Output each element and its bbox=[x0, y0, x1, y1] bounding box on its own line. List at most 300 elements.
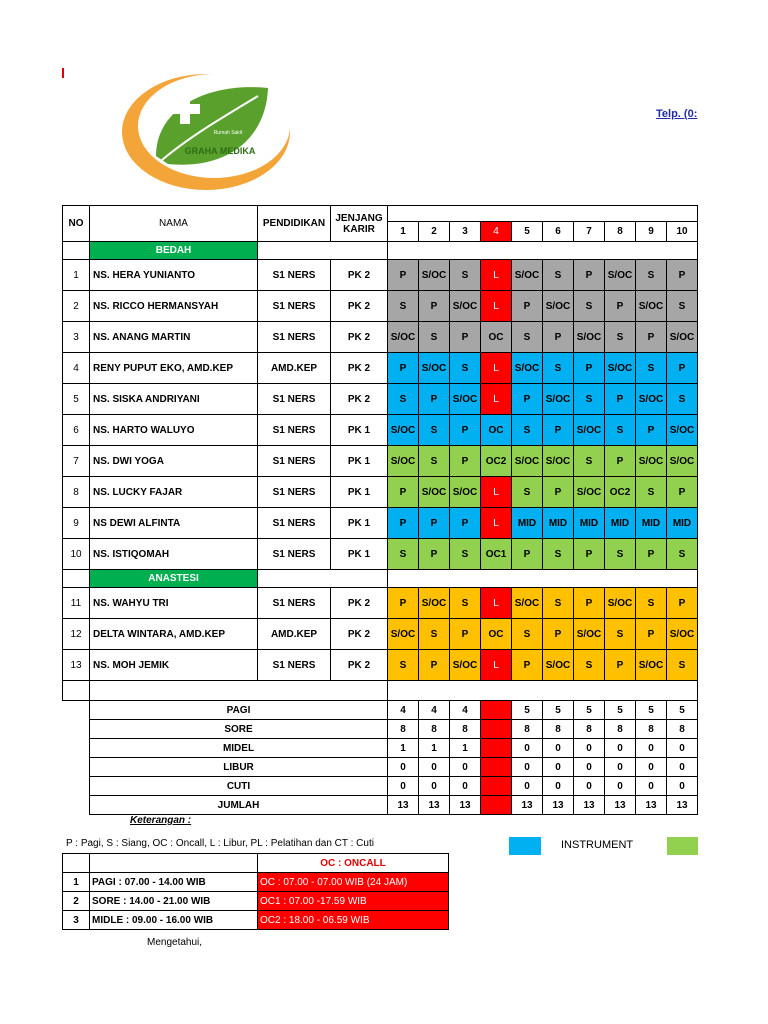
legend-instrument-swatch bbox=[509, 837, 541, 855]
shift-cell: L bbox=[481, 508, 512, 539]
red-mark bbox=[62, 68, 64, 78]
summary-value: 0 bbox=[512, 739, 543, 758]
row-jenjang: PK 2 bbox=[331, 260, 388, 291]
row-no: 12 bbox=[63, 619, 90, 650]
keterangan-title: Keterangan : bbox=[130, 815, 192, 826]
row-jenjang: PK 2 bbox=[331, 353, 388, 384]
cell bbox=[388, 681, 698, 701]
shift-cell: S bbox=[388, 650, 419, 681]
shift-cell: S/OC bbox=[667, 446, 698, 477]
oncall-table bbox=[62, 853, 449, 930]
summary-row bbox=[63, 739, 698, 758]
shift-cell: S bbox=[450, 539, 481, 570]
shift-cell: S/OC bbox=[419, 353, 450, 384]
shift-cell: S/OC bbox=[667, 322, 698, 353]
shift-cell: S/OC bbox=[605, 588, 636, 619]
shift-cell: OC1 bbox=[481, 539, 512, 570]
summary-value: 0 bbox=[605, 777, 636, 796]
row-no: 1 bbox=[63, 260, 90, 291]
summary-row bbox=[63, 796, 698, 815]
shift-cell: OC bbox=[481, 322, 512, 353]
row-pendidikan: S1 NERS bbox=[258, 384, 331, 415]
row-nama: NS. HARTO WALUYO bbox=[90, 415, 258, 446]
shift-cell: S bbox=[605, 415, 636, 446]
day-header: 4 bbox=[481, 222, 512, 242]
row-pendidikan: S1 NERS bbox=[258, 477, 331, 508]
cell bbox=[63, 758, 90, 777]
shift-cell: S bbox=[388, 384, 419, 415]
shift-cell: S/OC bbox=[419, 588, 450, 619]
day-header: 7 bbox=[574, 222, 605, 242]
row-jenjang: PK 1 bbox=[331, 539, 388, 570]
staff-row bbox=[63, 260, 698, 291]
summary-row bbox=[63, 701, 698, 720]
shift-cell: S/OC bbox=[636, 291, 667, 322]
shift-cell: MID bbox=[512, 508, 543, 539]
shift-cell: S/OC bbox=[574, 619, 605, 650]
shift-cell: P bbox=[636, 539, 667, 570]
cell bbox=[258, 570, 388, 588]
shift-cell: S/OC bbox=[574, 415, 605, 446]
shift-cell: S bbox=[667, 650, 698, 681]
shift-cell: S/OC bbox=[574, 322, 605, 353]
summary-value: 0 bbox=[605, 739, 636, 758]
shift-cell: S/OC bbox=[388, 415, 419, 446]
staff-row bbox=[63, 291, 698, 322]
shift-cell: L bbox=[481, 291, 512, 322]
summary-value: 0 bbox=[512, 758, 543, 777]
summary-value: 8 bbox=[667, 720, 698, 739]
shift-cell: S/OC bbox=[574, 477, 605, 508]
cell bbox=[90, 681, 388, 701]
shift-cell: S/OC bbox=[388, 322, 419, 353]
row-jenjang: PK 1 bbox=[331, 477, 388, 508]
row-nama: NS. WAHYU TRI bbox=[90, 588, 258, 619]
shift-cell: P bbox=[450, 446, 481, 477]
day-header: 9 bbox=[636, 222, 667, 242]
shift-cell: P bbox=[667, 353, 698, 384]
staff-row bbox=[63, 446, 698, 477]
summary-value: 5 bbox=[574, 701, 605, 720]
shift-cell: MID bbox=[667, 508, 698, 539]
header-nama: NAMA bbox=[90, 206, 258, 242]
staff-row bbox=[63, 415, 698, 446]
shift-cell: S bbox=[543, 353, 574, 384]
shift-cell: S/OC bbox=[388, 446, 419, 477]
shift-cell: S bbox=[450, 588, 481, 619]
summary-value: 5 bbox=[605, 701, 636, 720]
shift-cell: S/OC bbox=[605, 353, 636, 384]
row-pendidikan: S1 NERS bbox=[258, 260, 331, 291]
summary-value: 8 bbox=[419, 720, 450, 739]
header-days-span bbox=[388, 206, 698, 222]
summary-value: 8 bbox=[450, 720, 481, 739]
shift-cell: S/OC bbox=[543, 384, 574, 415]
shift-cell: L bbox=[481, 650, 512, 681]
summary-value: 0 bbox=[667, 739, 698, 758]
oncall-row: 3 MIDLE : 09.00 - 16.00 WIB OC2 : 18.00 - 06.59 WIB bbox=[63, 911, 449, 930]
shift-cell: OC bbox=[481, 619, 512, 650]
shift-cell: S bbox=[574, 446, 605, 477]
shift-cell: L bbox=[481, 384, 512, 415]
row-nama: NS. MOH JEMIK bbox=[90, 650, 258, 681]
mengetahui-label: Mengetahui, bbox=[147, 937, 203, 948]
legend-green-swatch bbox=[667, 837, 698, 855]
summary-value bbox=[481, 758, 512, 777]
shift-cell: S bbox=[636, 260, 667, 291]
cell bbox=[63, 777, 90, 796]
row-pendidikan: S1 NERS bbox=[258, 508, 331, 539]
shift-cell: S/OC bbox=[388, 619, 419, 650]
shift-cell: P bbox=[388, 588, 419, 619]
summary-value: 4 bbox=[450, 701, 481, 720]
shift-cell: S bbox=[574, 650, 605, 681]
shift-cell: S bbox=[450, 353, 481, 384]
summary-value: 0 bbox=[450, 758, 481, 777]
summary-value: 8 bbox=[574, 720, 605, 739]
shift-cell: S bbox=[543, 539, 574, 570]
shift-cell: S bbox=[636, 588, 667, 619]
summary-value: 1 bbox=[419, 739, 450, 758]
shift-cell: S/OC bbox=[667, 619, 698, 650]
summary-value: 8 bbox=[605, 720, 636, 739]
legend-instrument-label: INSTRUMENT bbox=[561, 839, 634, 851]
row-jenjang: PK 2 bbox=[331, 619, 388, 650]
logo-line1: Rumah Sakit bbox=[213, 130, 243, 136]
shift-cell: S/OC bbox=[450, 477, 481, 508]
row-pendidikan: S1 NERS bbox=[258, 650, 331, 681]
row-pendidikan: S1 NERS bbox=[258, 446, 331, 477]
cell bbox=[63, 701, 90, 720]
shift-cell: OC2 bbox=[605, 477, 636, 508]
shift-cell: P bbox=[605, 291, 636, 322]
cell bbox=[63, 681, 90, 701]
shift-cell: S/OC bbox=[419, 260, 450, 291]
row-nama: NS. HERA YUNIANTO bbox=[90, 260, 258, 291]
staff-row bbox=[63, 477, 698, 508]
shift-cell: P bbox=[605, 446, 636, 477]
summary-value: 0 bbox=[605, 758, 636, 777]
oncall-row: 1 PAGI : 07.00 - 14.00 WIB OC : 07.00 - 07.00 WIB (24 JAM) bbox=[63, 873, 449, 892]
row-nama: DELTA WINTARA, AMD.KEP bbox=[90, 619, 258, 650]
header-pendidikan: PENDIDIKAN bbox=[258, 206, 331, 242]
row-jenjang: PK 1 bbox=[331, 415, 388, 446]
shift-cell: P bbox=[543, 619, 574, 650]
staff-row bbox=[63, 353, 698, 384]
shift-cell: P bbox=[667, 260, 698, 291]
day-header: 1 bbox=[388, 222, 419, 242]
shift-cell: S bbox=[388, 539, 419, 570]
summary-label: MIDEL bbox=[90, 739, 388, 758]
shift-cell: MID bbox=[636, 508, 667, 539]
row-jenjang: PK 2 bbox=[331, 588, 388, 619]
shift-cell: P bbox=[667, 588, 698, 619]
shift-cell: P bbox=[574, 539, 605, 570]
shift-cell: S bbox=[636, 353, 667, 384]
oncall-title: OC : ONCALL bbox=[258, 854, 449, 873]
shift-cell: S bbox=[636, 477, 667, 508]
section-label: BEDAH bbox=[90, 242, 258, 260]
shift-cell: P bbox=[605, 650, 636, 681]
row-jenjang: PK 1 bbox=[331, 508, 388, 539]
staff-row bbox=[63, 619, 698, 650]
row-nama: NS. ANANG MARTIN bbox=[90, 322, 258, 353]
shift-cell: P bbox=[636, 619, 667, 650]
day-header: 2 bbox=[419, 222, 450, 242]
shift-cell: S/OC bbox=[636, 384, 667, 415]
summary-value: 0 bbox=[543, 739, 574, 758]
summary-value: 0 bbox=[512, 777, 543, 796]
day-header: 10 bbox=[667, 222, 698, 242]
staff-row bbox=[63, 384, 698, 415]
logo-line2: GRAHA MEDIKA bbox=[184, 146, 256, 156]
row-pendidikan: AMD.KEP bbox=[258, 353, 331, 384]
shift-cell: P bbox=[419, 539, 450, 570]
shift-cell: S bbox=[512, 415, 543, 446]
shift-cell: OC2 bbox=[481, 446, 512, 477]
keterangan-text: P : Pagi, S : Siang, OC : Oncall, L : Libur, PL : Pelatihan dan CT : Cuti bbox=[66, 838, 374, 849]
shift-cell: P bbox=[543, 477, 574, 508]
summary-value: 13 bbox=[512, 796, 543, 815]
row-nama: NS. SISKA ANDRIYANI bbox=[90, 384, 258, 415]
summary-value: 0 bbox=[419, 758, 450, 777]
row-nama: NS DEWI ALFINTA bbox=[90, 508, 258, 539]
shift-cell: S bbox=[667, 539, 698, 570]
shift-cell: P bbox=[388, 353, 419, 384]
shift-cell: P bbox=[388, 260, 419, 291]
shift-cell: S bbox=[667, 384, 698, 415]
shift-cell: S/OC bbox=[512, 588, 543, 619]
summary-label: JUMLAH bbox=[90, 796, 388, 815]
shift-cell: S/OC bbox=[450, 291, 481, 322]
staff-row bbox=[63, 650, 698, 681]
shift-cell: S/OC bbox=[419, 477, 450, 508]
row-pendidikan: S1 NERS bbox=[258, 291, 331, 322]
shift-cell: S/OC bbox=[512, 260, 543, 291]
shift-cell: L bbox=[481, 588, 512, 619]
row-pendidikan: S1 NERS bbox=[258, 415, 331, 446]
cell bbox=[258, 242, 388, 260]
shift-cell: S/OC bbox=[636, 650, 667, 681]
summary-value: 13 bbox=[450, 796, 481, 815]
summary-value: 0 bbox=[667, 758, 698, 777]
shift-cell: P bbox=[419, 650, 450, 681]
shift-cell: S bbox=[419, 619, 450, 650]
shift-cell: P bbox=[450, 508, 481, 539]
shift-cell: S/OC bbox=[543, 650, 574, 681]
summary-value: 4 bbox=[388, 701, 419, 720]
summary-value: 5 bbox=[512, 701, 543, 720]
summary-value bbox=[481, 796, 512, 815]
shift-cell: S/OC bbox=[450, 650, 481, 681]
shift-cell: S/OC bbox=[450, 384, 481, 415]
row-no: 10 bbox=[63, 539, 90, 570]
header-no: NO bbox=[63, 206, 90, 242]
shift-cell: S bbox=[512, 477, 543, 508]
shift-cell: MID bbox=[574, 508, 605, 539]
spacer-row bbox=[63, 681, 698, 701]
cell bbox=[63, 720, 90, 739]
shift-cell: MID bbox=[605, 508, 636, 539]
shift-cell: S/OC bbox=[667, 415, 698, 446]
summary-value: 8 bbox=[512, 720, 543, 739]
summary-value: 8 bbox=[636, 720, 667, 739]
row-no: 9 bbox=[63, 508, 90, 539]
shift-cell: S bbox=[605, 619, 636, 650]
shift-cell: S bbox=[388, 291, 419, 322]
shift-cell: P bbox=[419, 291, 450, 322]
section-row bbox=[63, 242, 698, 260]
summary-label: LIBUR bbox=[90, 758, 388, 777]
summary-value bbox=[481, 720, 512, 739]
cell bbox=[63, 739, 90, 758]
cell bbox=[63, 570, 90, 588]
header-row bbox=[63, 206, 698, 222]
summary-value: 0 bbox=[574, 758, 605, 777]
summary-row bbox=[63, 777, 698, 796]
staff-row bbox=[63, 588, 698, 619]
oncall-row: 2 SORE : 14.00 - 21.00 WIB OC1 : 07.00 -17.59 WIB bbox=[63, 892, 449, 911]
summary-value: 0 bbox=[574, 777, 605, 796]
cell bbox=[388, 570, 698, 588]
shift-cell: OC bbox=[481, 415, 512, 446]
shift-cell: P bbox=[636, 415, 667, 446]
shift-cell: P bbox=[512, 384, 543, 415]
shift-cell: P bbox=[667, 477, 698, 508]
shift-cell: P bbox=[450, 322, 481, 353]
row-jenjang: PK 2 bbox=[331, 291, 388, 322]
shift-cell: S bbox=[512, 322, 543, 353]
shift-cell: S/OC bbox=[543, 446, 574, 477]
shift-cell: S bbox=[450, 260, 481, 291]
row-no: 5 bbox=[63, 384, 90, 415]
row-nama: NS. RICCO HERMANSYAH bbox=[90, 291, 258, 322]
row-nama: NS. LUCKY FAJAR bbox=[90, 477, 258, 508]
shift-cell: S bbox=[605, 539, 636, 570]
staff-row bbox=[63, 322, 698, 353]
summary-value: 5 bbox=[543, 701, 574, 720]
day-header: 8 bbox=[605, 222, 636, 242]
shift-cell: S/OC bbox=[512, 353, 543, 384]
summary-value: 13 bbox=[388, 796, 419, 815]
telp-link[interactable]: Telp. (0: bbox=[656, 108, 698, 120]
shift-cell: S bbox=[667, 291, 698, 322]
summary-value bbox=[481, 777, 512, 796]
summary-value: 0 bbox=[419, 777, 450, 796]
row-jenjang: PK 2 bbox=[331, 322, 388, 353]
summary-value: 0 bbox=[636, 739, 667, 758]
summary-value bbox=[481, 701, 512, 720]
shift-cell: P bbox=[543, 415, 574, 446]
staff-row bbox=[63, 508, 698, 539]
summary-value: 4 bbox=[419, 701, 450, 720]
summary-value: 0 bbox=[574, 739, 605, 758]
summary-value: 5 bbox=[636, 701, 667, 720]
section-label: ANASTESI bbox=[90, 570, 258, 588]
shift-cell: P bbox=[512, 539, 543, 570]
shift-cell: P bbox=[512, 291, 543, 322]
summary-value: 0 bbox=[543, 777, 574, 796]
row-no: 4 bbox=[63, 353, 90, 384]
shift-cell: S bbox=[543, 260, 574, 291]
summary-value: 0 bbox=[667, 777, 698, 796]
row-pendidikan: S1 NERS bbox=[258, 588, 331, 619]
day-header: 3 bbox=[450, 222, 481, 242]
row-no: 7 bbox=[63, 446, 90, 477]
shift-cell: P bbox=[574, 353, 605, 384]
shift-cell: S bbox=[419, 446, 450, 477]
summary-value bbox=[481, 739, 512, 758]
shift-cell: P bbox=[450, 415, 481, 446]
summary-value: 13 bbox=[605, 796, 636, 815]
summary-value: 0 bbox=[388, 777, 419, 796]
shift-cell: P bbox=[450, 619, 481, 650]
row-jenjang: PK 1 bbox=[331, 446, 388, 477]
row-no: 13 bbox=[63, 650, 90, 681]
row-nama: NS. ISTIQOMAH bbox=[90, 539, 258, 570]
shift-cell: P bbox=[419, 384, 450, 415]
row-jenjang: PK 2 bbox=[331, 384, 388, 415]
row-no: 6 bbox=[63, 415, 90, 446]
row-no: 11 bbox=[63, 588, 90, 619]
summary-value: 0 bbox=[388, 758, 419, 777]
shift-cell: S bbox=[605, 322, 636, 353]
shift-cell: P bbox=[512, 650, 543, 681]
shift-cell: P bbox=[574, 260, 605, 291]
shift-cell: S bbox=[419, 322, 450, 353]
summary-value: 1 bbox=[450, 739, 481, 758]
shift-cell: P bbox=[388, 477, 419, 508]
summary-row bbox=[63, 720, 698, 739]
summary-label: CUTI bbox=[90, 777, 388, 796]
staff-row bbox=[63, 539, 698, 570]
summary-row bbox=[63, 758, 698, 777]
summary-value: 0 bbox=[543, 758, 574, 777]
row-nama: RENY PUPUT EKO, AMD.KEP bbox=[90, 353, 258, 384]
shift-cell: S bbox=[543, 588, 574, 619]
summary-value: 0 bbox=[636, 758, 667, 777]
cell bbox=[388, 242, 698, 260]
summary-value: 13 bbox=[419, 796, 450, 815]
shift-cell: S/OC bbox=[543, 291, 574, 322]
row-no: 3 bbox=[63, 322, 90, 353]
header-jenjang: JENJANG KARIR bbox=[331, 206, 388, 242]
shift-cell: P bbox=[388, 508, 419, 539]
row-no: 8 bbox=[63, 477, 90, 508]
row-pendidikan: AMD.KEP bbox=[258, 619, 331, 650]
shift-cell: L bbox=[481, 353, 512, 384]
summary-value: 8 bbox=[543, 720, 574, 739]
summary-value: 0 bbox=[636, 777, 667, 796]
shift-cell: S bbox=[419, 415, 450, 446]
shift-cell: P bbox=[574, 588, 605, 619]
summary-value: 13 bbox=[667, 796, 698, 815]
summary-label: PAGI bbox=[90, 701, 388, 720]
shift-cell: S bbox=[574, 384, 605, 415]
cell bbox=[63, 796, 90, 815]
section-row bbox=[63, 570, 698, 588]
summary-value: 13 bbox=[574, 796, 605, 815]
day-header: 6 bbox=[543, 222, 574, 242]
summary-value: 8 bbox=[388, 720, 419, 739]
row-no: 2 bbox=[63, 291, 90, 322]
schedule-table bbox=[62, 205, 698, 815]
day-header: 5 bbox=[512, 222, 543, 242]
shift-cell: S/OC bbox=[605, 260, 636, 291]
hospital-logo bbox=[118, 68, 294, 194]
summary-value: 13 bbox=[636, 796, 667, 815]
shift-cell: S bbox=[512, 619, 543, 650]
